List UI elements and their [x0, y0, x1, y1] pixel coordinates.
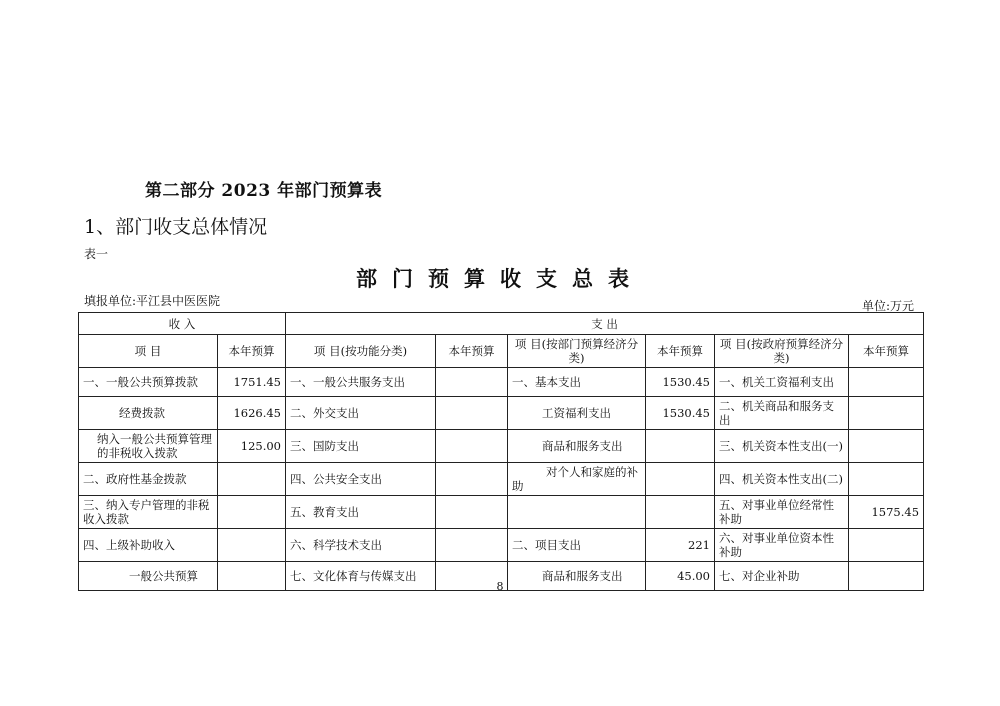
income-budget: 1751.45 — [218, 368, 286, 397]
income-item: 纳入一般公共预算管理的非税收入拨款 — [79, 430, 218, 463]
dept-econ-budget: 221 — [646, 529, 715, 562]
gov-econ-item: 七、对企业补助 — [715, 562, 849, 591]
dept-econ-budget — [646, 496, 715, 529]
col-budget-header: 本年预算 — [646, 335, 715, 368]
dept-econ-budget: 1530.45 — [646, 368, 715, 397]
dept-econ-budget — [646, 463, 715, 496]
dept-econ-item: 商品和服务支出 — [508, 430, 646, 463]
expense-header: 支 出 — [286, 313, 924, 335]
table-main-title: 部门预算收支总表 — [356, 266, 644, 291]
dept-econ-budget — [646, 430, 715, 463]
gov-econ-item: 二、机关商品和服务支出 — [715, 397, 849, 430]
dept-econ-item: 一、基本支出 — [508, 368, 646, 397]
income-budget: 125.00 — [218, 430, 286, 463]
gov-econ-budget — [849, 368, 924, 397]
func-budget — [436, 368, 508, 397]
filler-unit: 填报单位:平江县中医医院 — [84, 294, 221, 308]
income-item: 二、政府性基金拨款 — [79, 463, 218, 496]
table-label: 表一 — [84, 247, 109, 261]
func-item: 三、国防支出 — [286, 430, 436, 463]
money-unit: 单位:万元 — [862, 299, 915, 313]
func-item: 一、一般公共服务支出 — [286, 368, 436, 397]
gov-econ-budget — [849, 463, 924, 496]
income-item: 经费拨款 — [79, 397, 218, 430]
gov-econ-budget — [849, 430, 924, 463]
func-budget — [436, 463, 508, 496]
page-number: 8 — [496, 580, 504, 593]
dept-econ-item: 工资福利支出 — [508, 397, 646, 430]
dept-econ-item: 对个人和家庭的补助 — [508, 463, 646, 496]
income-item: 三、纳入专户管理的非税收入拨款 — [79, 496, 218, 529]
func-budget — [436, 397, 508, 430]
col-budget-header: 本年预算 — [436, 335, 508, 368]
dept-econ-budget: 1530.45 — [646, 397, 715, 430]
income-item: 一、一般公共预算拨款 — [79, 368, 218, 397]
func-item: 四、公共安全支出 — [286, 463, 436, 496]
table-row — [79, 368, 924, 397]
col-dept-econ-header: 项 目(按部门预算经济分类) — [508, 335, 646, 368]
func-item: 六、科学技术支出 — [286, 529, 436, 562]
income-header: 收 入 — [79, 313, 286, 335]
func-item: 七、文化体育与传媒支出 — [286, 562, 436, 591]
gov-econ-item: 四、机关资本性支出(二) — [715, 463, 849, 496]
col-item-header: 项 目 — [79, 335, 218, 368]
gov-econ-budget — [849, 397, 924, 430]
col-budget-header: 本年预算 — [218, 335, 286, 368]
gov-econ-item: 一、机关工资福利支出 — [715, 368, 849, 397]
table-row — [79, 430, 924, 463]
gov-econ-item: 五、对事业单位经常性补助 — [715, 496, 849, 529]
income-budget: 1626.45 — [218, 397, 286, 430]
table-row — [79, 463, 924, 496]
gov-econ-item: 三、机关资本性支出(一) — [715, 430, 849, 463]
header-row-group — [79, 313, 924, 335]
gov-econ-item: 六、对事业单位资本性补助 — [715, 529, 849, 562]
func-budget — [436, 496, 508, 529]
func-budget — [436, 529, 508, 562]
dept-econ-item: 二、项目支出 — [508, 529, 646, 562]
budget-summary-table — [78, 312, 924, 591]
func-item: 二、外交支出 — [286, 397, 436, 430]
gov-econ-budget: 1575.45 — [849, 496, 924, 529]
header-row-columns — [79, 335, 924, 368]
income-item: 四、上级补助收入 — [79, 529, 218, 562]
section-title: 1、部门收支总体情况 — [84, 216, 268, 238]
income-item: 一般公共预算 — [79, 562, 218, 591]
dept-econ-budget: 45.00 — [646, 562, 715, 591]
income-budget — [218, 463, 286, 496]
dept-econ-item — [508, 496, 646, 529]
gov-econ-budget — [849, 529, 924, 562]
dept-econ-item: 商品和服务支出 — [508, 562, 646, 591]
col-gov-econ-header: 项 目(按政府预算经济分类) — [715, 335, 849, 368]
part-title: 第二部分 2023 年部门预算表 — [145, 181, 383, 201]
col-budget-header: 本年预算 — [849, 335, 924, 368]
table-row — [79, 397, 924, 430]
col-func-header: 项 目(按功能分类) — [286, 335, 436, 368]
income-budget — [218, 529, 286, 562]
func-budget — [436, 430, 508, 463]
table-row — [79, 496, 924, 529]
func-item: 五、教育支出 — [286, 496, 436, 529]
table-row — [79, 529, 924, 562]
income-budget — [218, 496, 286, 529]
